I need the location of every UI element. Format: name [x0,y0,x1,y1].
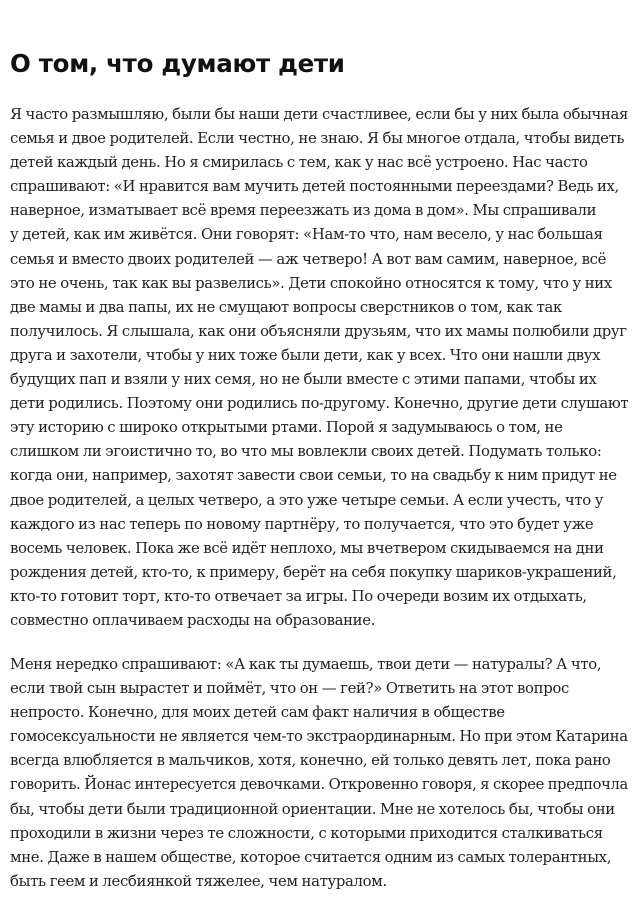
paragraph-line: проходили в жизни через те сложности, с которыми приходится сталкиваться [10,823,603,842]
paragraph-line: наверное, изматывает всё время переезжать из дома в дом». Мы спрашивали [10,201,597,220]
paragraph-line: всегда влюбляется в мальчиков, хотя, конечно, ей только девять лет, пока рано [10,751,611,770]
paragraph-line: восемь человек. Пока же всё идёт неплохо, мы вчетвером скидываемся на дни [10,538,604,557]
paragraph-line: дети родились. Поэтому они родились по-другому. Конечно, другие дети слушают [10,394,629,413]
paragraph-1 [10,102,634,632]
paragraph-line: быть геем и лесбиянкой тяжелее, чем натуралом. [10,871,387,890]
paragraph-line: две мамы и два папы, их не смущают вопросы сверстников о том, как так [10,297,562,316]
paragraph-line: семья и вместо двоих родителей — аж четверо! А вот вам самим, наверное, всё [10,249,607,268]
paragraph-line: совместно оплачиваем расходы на образование. [10,610,376,629]
paragraph-line: если твой сын вырастет и поймёт, что он — гей?» Ответить на этот вопрос [10,679,569,698]
paragraph-line: Меня нередко спрашивают: «А как ты думаешь, твои дети — натуралы? А что, [10,655,602,673]
paragraph-line: это не очень, так как вы развелись». Дети спокойно относятся к тому, что у них [10,273,612,292]
paragraph-line: двое родителей, а целых четверо, а это уже четыре семьи. А если учесть, что у [10,490,604,509]
paragraph-line: рождения детей, кто-то, к примеру, берёт на себя покупку шариков-украшений, [10,562,617,581]
paragraph-line: семья и двое родителей. Если честно, не знаю. Я бы многое отдала, чтобы видеть [10,129,625,148]
paragraph-line: Я часто размышляю, были бы наши дети счастливее, если бы у них была обычная [10,105,629,123]
paragraph-line: друга и захотели, чтобы у них тоже были дети, как у всех. Что они нашли двух [10,345,601,364]
paragraph-line: непросто. Конечно, для моих детей сам факт наличия в обществе [10,703,505,722]
article-title: О том, что думают дети [10,49,345,78]
paragraph-line: детей каждый день. Но я смирилась с тем, как у нас всё устроено. Нас часто [10,153,588,172]
paragraph-line: получилось. Я слышала, как они объясняли друзьям, что их мамы полюбили друг [10,321,627,340]
paragraph-line: гомосексуальности не является чем-то экстраординарным. Но при этом Катарина [10,727,628,746]
paragraph-line: каждого из нас теперь по новому партнёру, то получается, что это будет уже [10,514,594,533]
paragraph-line: бы, чтобы дети были традиционной ориентации. Мне не хотелось бы, чтобы они [10,799,615,818]
paragraph-line: эту историю с широко открытыми ртами. Порой я задумываюсь о том, не [10,418,563,437]
paragraph-2 [10,652,634,893]
paragraph-line: когда они, например, захотят завести свои семьи, то на свадьбу к ним придут не [10,466,617,485]
paragraph-line: будущих пап и взяли у них семя, но не были вместе с этими папами, чтобы их [10,370,597,389]
paragraph-line: у детей, как им живётся. Они говорят: «Нам-то что, нам весело, у нас большая [10,225,603,244]
paragraph-line: мне. Даже в нашем обществе, которое считается одним из самых толерантных, [10,847,612,866]
paragraph-line: слишком ли эгоистично то, во что мы вовлекли своих детей. Подумать только: [10,442,602,461]
paragraph-line: спрашивают: «И нравится вам мучить детей постоянными переездами? Ведь их, [10,177,619,196]
paragraph-line: кто-то готовит торт, кто-то отвечает за игры. По очереди возим их отдыхать, [10,586,587,605]
paragraph-line: говорить. Йонас интересуется девочками. Откровенно говоря, я скорее предпочла [10,775,628,794]
